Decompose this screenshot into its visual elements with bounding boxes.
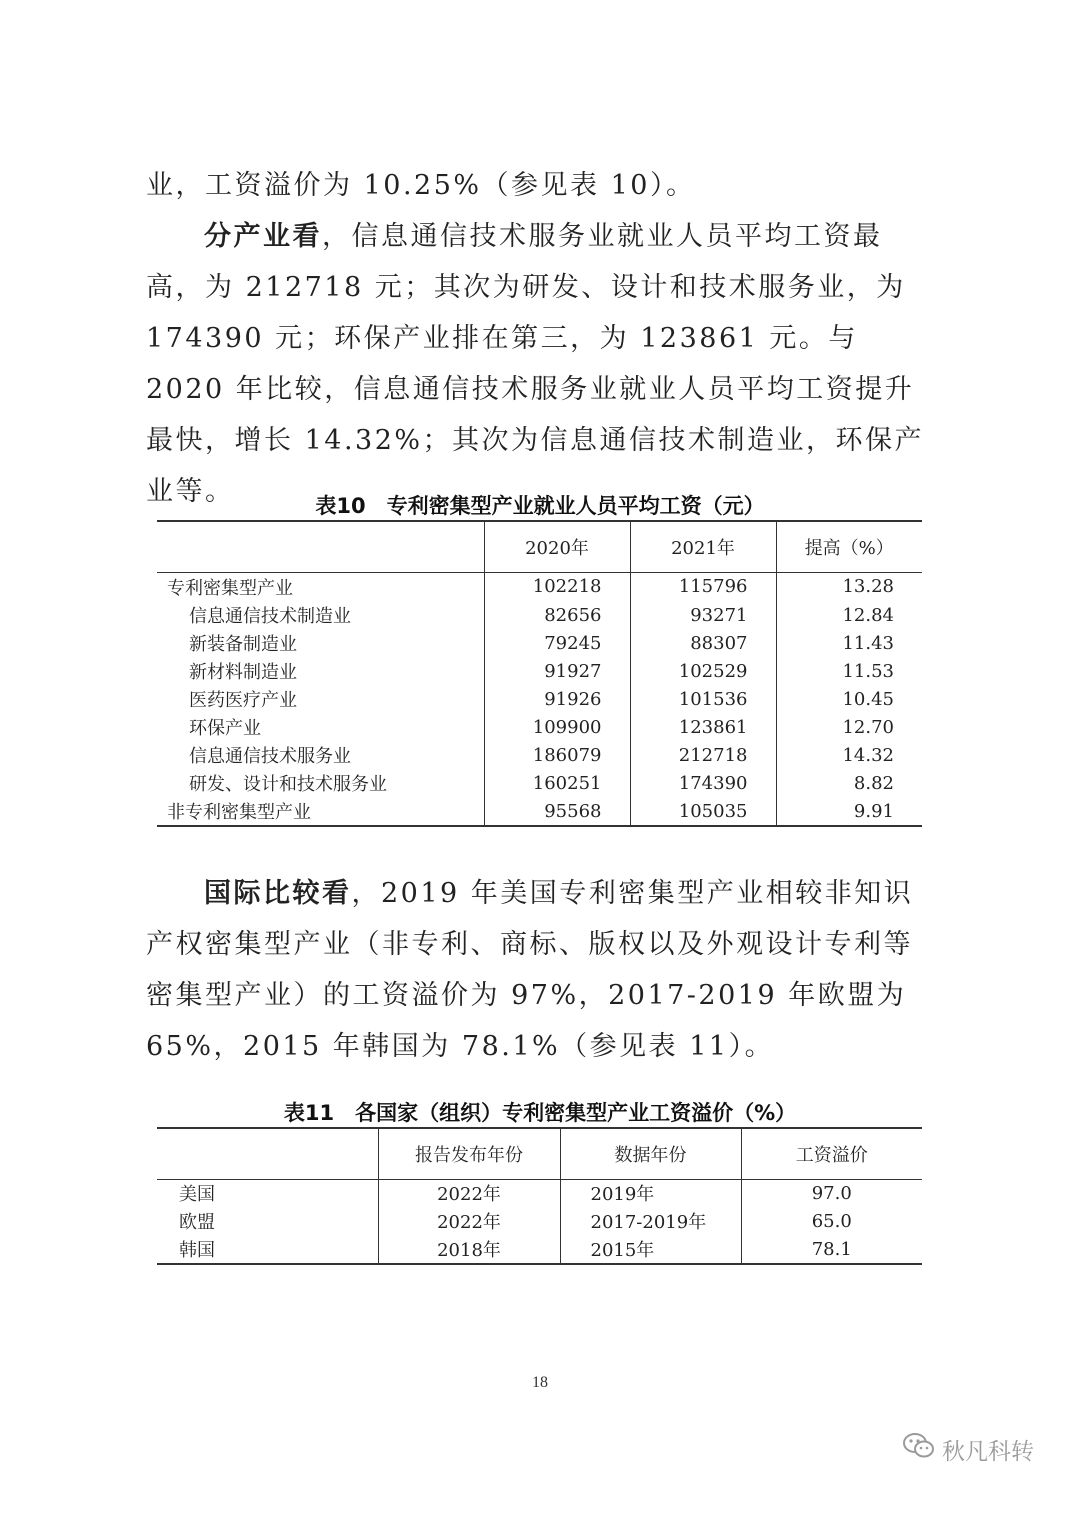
cell-2021: 101536 [630, 685, 776, 713]
row-label: 专利密集型产业 [167, 577, 293, 599]
paragraph-industry [146, 211, 936, 517]
paragraph-body: ，2019 年美国专利密集型产业相较非知识产权密集型产业（非专利、商标、版权以及外观设计专利等密集型产业）的工资溢价为 97%，2017-2019 年欧盟为 65%，2015 年韩国为 78.1%（参见表 11）。 [146, 878, 914, 1062]
cell-report-year: 2022年 [378, 1207, 560, 1235]
row-label: 医药医疗产业 [189, 690, 297, 711]
table11-caption: 表11 各国家（组织）专利密集型产业工资溢价（%） [283, 1101, 797, 1125]
cell-data-year: 2015年 [560, 1235, 741, 1264]
cell-2021: 123861 [630, 713, 776, 741]
cell-report-year: 2022年 [378, 1179, 560, 1207]
table10-caption: 表10 专利密集型产业就业人员平均工资（元） [315, 494, 765, 518]
cell-increase: 11.43 [776, 629, 922, 657]
cell-data-year: 2017-2019年 [560, 1207, 741, 1235]
table10 [157, 520, 922, 827]
cell-premium: 78.1 [741, 1235, 922, 1264]
table-row [157, 769, 922, 797]
table10-header-increase: 提高（%） [776, 521, 922, 572]
cell-premium: 65.0 [741, 1207, 922, 1235]
cell-increase: 12.70 [776, 713, 922, 741]
table-row [157, 657, 922, 685]
cell-2021: 105035 [630, 797, 776, 826]
table11 [157, 1127, 922, 1265]
row-label: 信息通信技术制造业 [189, 606, 351, 627]
page-number: 18 [532, 1374, 548, 1391]
cell-increase: 10.45 [776, 685, 922, 713]
cell-increase: 14.32 [776, 741, 922, 769]
cell-2020: 109900 [484, 713, 630, 741]
paragraph-continuation: 业，工资溢价为 10.25%（参见表 10）。 [146, 170, 696, 201]
table-row [157, 1207, 922, 1235]
paragraph-lead: 国际比较看 [204, 878, 352, 909]
table-row [157, 685, 922, 713]
row-label: 新材料制造业 [189, 662, 297, 683]
row-label: 韩国 [179, 1240, 215, 1261]
cell-2020: 102218 [484, 572, 630, 601]
watermark [902, 1431, 1034, 1467]
cell-report-year: 2018年 [378, 1235, 560, 1264]
table11-header-label [157, 1128, 378, 1179]
table11-header-premium: 工资溢价 [741, 1128, 922, 1179]
table-row [157, 601, 922, 629]
row-label: 环保产业 [189, 718, 261, 739]
paragraph-lead: 分产业看 [204, 221, 322, 252]
cell-2020: 91926 [484, 685, 630, 713]
paragraph-international [146, 868, 936, 1072]
cell-2021: 115796 [630, 572, 776, 601]
cell-2021: 88307 [630, 629, 776, 657]
cell-2021: 174390 [630, 769, 776, 797]
cell-2020: 95568 [484, 797, 630, 826]
cell-increase: 13.28 [776, 572, 922, 601]
table-row [157, 797, 922, 826]
table-row [157, 572, 922, 601]
cell-2020: 91927 [484, 657, 630, 685]
table-row [157, 629, 922, 657]
cell-2021: 93271 [630, 601, 776, 629]
paragraph-body: ，信息通信技术服务业就业人员平均工资最高，为 212718 元；其次为研发、设计和技术服务业，为 174390 元；环保产业排在第三，为 123861 元。与 2020 年比较，信息通信技术服务业就业人员平均工资提升最快，增长 14.32%；其次为信息通信技术制造业，环保产业等。 [146, 221, 925, 507]
row-label: 美国 [179, 1184, 215, 1206]
cell-2020: 79245 [484, 629, 630, 657]
cell-2021: 212718 [630, 741, 776, 769]
table10-header-2020: 2020年 [484, 521, 630, 572]
cell-2020: 160251 [484, 769, 630, 797]
table10-header-label [157, 521, 484, 572]
table11-header-data-year: 数据年份 [560, 1128, 741, 1179]
table11-header-report-year: 报告发布年份 [378, 1128, 560, 1179]
cell-data-year: 2019年 [560, 1179, 741, 1207]
cell-2020: 82656 [484, 601, 630, 629]
cell-premium: 97.0 [741, 1179, 922, 1207]
row-label: 新装备制造业 [189, 634, 297, 655]
row-label: 欧盟 [179, 1212, 215, 1233]
table-row [157, 1235, 922, 1264]
table-row [157, 1179, 922, 1207]
cell-increase: 9.91 [776, 797, 922, 826]
row-label: 非专利密集型产业 [167, 802, 311, 823]
watermark-text: 秋凡科转 [942, 1438, 1034, 1465]
row-label: 研发、设计和技术服务业 [189, 774, 387, 795]
cell-2021: 102529 [630, 657, 776, 685]
table-row [157, 741, 922, 769]
cell-2020: 186079 [484, 741, 630, 769]
table-row [157, 713, 922, 741]
table10-header-2021: 2021年 [630, 521, 776, 572]
wechat-icon [902, 1431, 942, 1467]
cell-increase: 11.53 [776, 657, 922, 685]
row-label: 信息通信技术服务业 [189, 746, 351, 767]
cell-increase: 12.84 [776, 601, 922, 629]
cell-increase: 8.82 [776, 769, 922, 797]
